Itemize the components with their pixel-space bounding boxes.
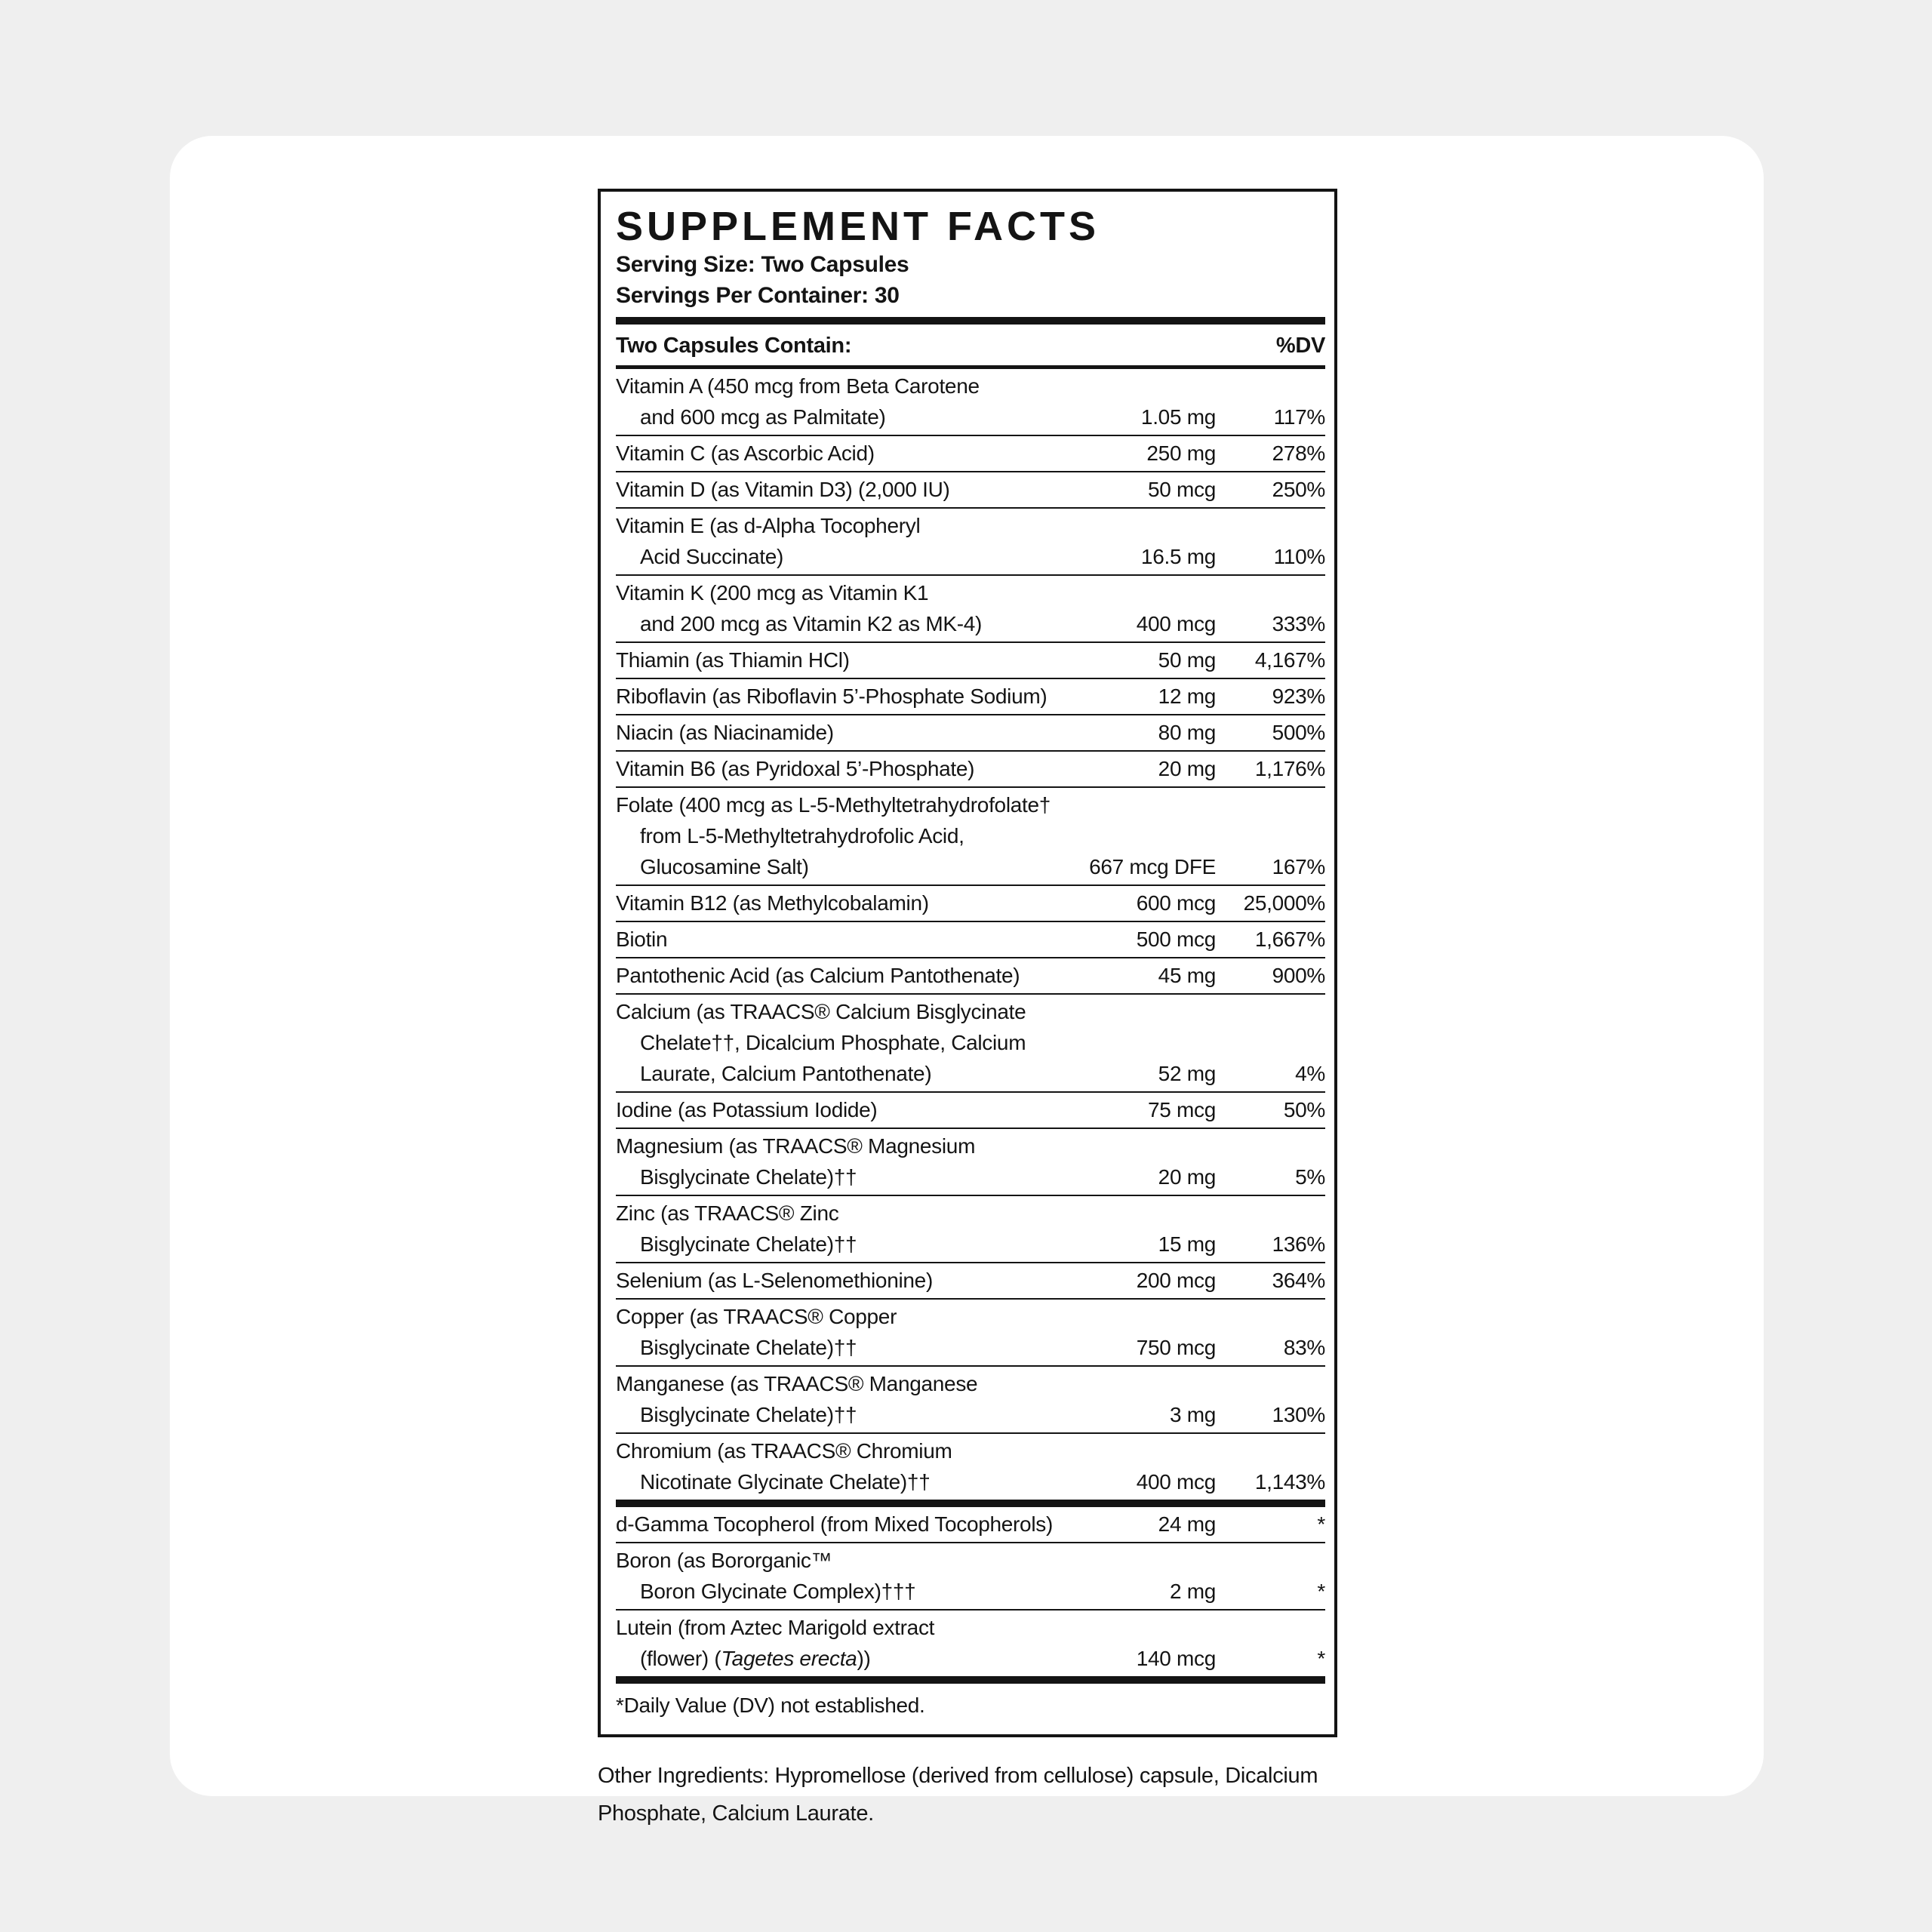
label-column <box>598 189 1337 1832</box>
nutrient-name <box>616 1301 1084 1363</box>
nutrient-name-line: Folate (400 mcg as L-5-Methyltetrahydrofolate† <box>616 793 1051 817</box>
nutrient-row <box>616 369 1325 435</box>
nutrient-row <box>616 1195 1325 1262</box>
nutrient-name-line: Vitamin B6 (as Pyridoxal 5’-Phosphate) <box>616 757 975 780</box>
nutrient-amount: 52 mg <box>1158 1062 1216 1085</box>
label-card <box>170 136 1764 1826</box>
nutrient-name-line: Magnesium (as TRAACS® Magnesium <box>616 1134 976 1158</box>
nutrient-name <box>616 1368 1084 1430</box>
panel-title: SUPPLEMENT FACTS <box>616 204 1100 249</box>
nutrient-daily-value: 500% <box>1272 721 1325 744</box>
nutrient-daily-value: 117% <box>1273 405 1325 429</box>
nutrient-row <box>616 921 1325 957</box>
nutrient-name-line: Vitamin C (as Ascorbic Acid) <box>616 441 875 465</box>
nutrient-daily-value: 364% <box>1272 1269 1325 1292</box>
nutrient-name-line: Vitamin D (as Vitamin D3) (2,000 IU) <box>616 478 950 501</box>
nutrient-amount: 12 mg <box>1158 685 1216 708</box>
nutrient-name-line: Bisglycinate Chelate)†† <box>640 1336 857 1359</box>
section-bar <box>616 317 1325 325</box>
nutrient-name <box>616 1612 1084 1674</box>
nutrient-name <box>616 1435 1084 1497</box>
nutrient-rows-no-dv <box>616 1507 1325 1676</box>
nutrient-amount: 50 mg <box>1158 648 1216 672</box>
nutrient-amount: 400 mcg <box>1136 612 1216 635</box>
nutrient-name-line: Iodine (as Potassium Iodide) <box>616 1098 878 1121</box>
nutrient-daily-value: 167% <box>1272 855 1325 878</box>
nutrient-amount: 45 mg <box>1158 964 1216 987</box>
nutrient-name-line: Bisglycinate Chelate)†† <box>640 1232 857 1256</box>
nutrient-name <box>616 1198 1084 1260</box>
supplement-facts-panel <box>598 189 1337 1737</box>
nutrient-name-line: Vitamin E (as d-Alpha Tocopheryl <box>616 514 921 537</box>
nutrient-name <box>616 438 1084 469</box>
nutrient-row <box>616 1298 1325 1365</box>
nutrient-daily-value: 1,143% <box>1254 1470 1325 1494</box>
nutrient-amount: 1.05 mg <box>1140 405 1216 429</box>
nutrient-name-line: Lutein (from Aztec Marigold extract <box>616 1616 935 1639</box>
nutrient-row <box>616 884 1325 921</box>
nutrient-daily-value: 4,167% <box>1254 648 1325 672</box>
nutrient-row <box>616 641 1325 678</box>
nutrient-amount: 750 mcg <box>1136 1336 1216 1359</box>
nutrient-name-line: Calcium (as TRAACS® Calcium Bisglycinate <box>616 1000 1026 1023</box>
section-bar <box>616 1676 1325 1684</box>
nutrient-row <box>616 786 1325 884</box>
nutrient-name-line: Boron (as Bororganic™ <box>616 1549 832 1572</box>
nutrient-name <box>616 753 1084 784</box>
nutrient-name <box>616 996 1084 1089</box>
nutrient-amount: 20 mg <box>1158 757 1216 780</box>
nutrient-name <box>616 681 1084 712</box>
servings-per-container: Servings Per Container: 30 <box>616 283 900 308</box>
nutrient-daily-value: * <box>1317 1580 1325 1603</box>
nutrient-daily-value: 1,667% <box>1254 928 1325 951</box>
section-bar <box>616 1500 1325 1507</box>
nutrient-name-line: Niacin (as Niacinamide) <box>616 721 834 744</box>
nutrient-name-line: Vitamin K (200 mcg as Vitamin K1 <box>616 581 929 605</box>
nutrient-name-line: Selenium (as L-Selenomethionine) <box>616 1269 933 1292</box>
nutrient-daily-value: 278% <box>1272 441 1325 465</box>
nutrient-daily-value: * <box>1317 1647 1325 1670</box>
nutrient-name-line: Nicotinate Glycinate Chelate)†† <box>640 1470 931 1494</box>
nutrient-row <box>616 1609 1325 1676</box>
nutrient-name-line: (flower) (Tagetes erecta)) <box>640 1647 871 1670</box>
daily-value-footnote: *Daily Value (DV) not established. <box>616 1694 925 1717</box>
other-ingredients-line: Other Ingredients: Hypromellose (derived from cellulose) capsule, Dicalcium <box>598 1764 1318 1788</box>
nutrient-row <box>616 1091 1325 1128</box>
nutrient-name-line: Laurate, Calcium Pantothenate) <box>640 1062 932 1085</box>
nutrient-name-line: Bisglycinate Chelate)†† <box>640 1403 857 1426</box>
nutrient-amount: 500 mcg <box>1136 928 1216 951</box>
nutrient-name <box>616 924 1084 955</box>
nutrient-row <box>616 1507 1325 1542</box>
nutrient-name-line: Boron Glycinate Complex)††† <box>640 1580 916 1603</box>
nutrient-amount: 200 mcg <box>1136 1269 1216 1292</box>
other-ingredients-line: Phosphate, Calcium Laurate. <box>598 1801 874 1826</box>
nutrient-amount: 250 mg <box>1146 441 1216 465</box>
nutrient-name-line: d-Gamma Tocopherol (from Mixed Tocopherols) <box>616 1512 1053 1536</box>
nutrient-name-line: Glucosamine Salt) <box>640 855 809 878</box>
nutrient-row <box>616 507 1325 574</box>
nutrient-daily-value: 923% <box>1272 685 1325 708</box>
nutrient-name-line: and 600 mcg as Palmitate) <box>640 405 886 429</box>
nutrient-name-line: Thiamin (as Thiamin HCl) <box>616 648 850 672</box>
nutrient-name <box>616 888 1084 918</box>
nutrient-daily-value: 83% <box>1283 1336 1325 1359</box>
nutrient-row <box>616 574 1325 641</box>
nutrient-rows <box>616 369 1325 1500</box>
nutrient-name-line: Vitamin B12 (as Methylcobalamin) <box>616 891 929 915</box>
nutrient-row <box>616 1262 1325 1298</box>
nutrient-name <box>616 960 1084 991</box>
nutrient-amount: 600 mcg <box>1136 891 1216 915</box>
nutrient-row <box>616 471 1325 507</box>
nutrient-name-line: from L-5-Methyltetrahydrofolic Acid, <box>640 824 964 848</box>
nutrient-name-line: Pantothenic Acid (as Calcium Pantothenate) <box>616 964 1020 987</box>
nutrient-amount: 75 mcg <box>1147 1098 1216 1121</box>
nutrient-name-line: Copper (as TRAACS® Copper <box>616 1305 897 1328</box>
nutrient-amount: 667 mcg DFE <box>1089 855 1216 878</box>
nutrient-name-line: Biotin <box>616 928 668 951</box>
botanical-name: Tagetes erecta <box>721 1647 857 1670</box>
nutrient-daily-value: 4% <box>1295 1062 1325 1085</box>
nutrient-row <box>616 678 1325 714</box>
nutrient-name-line: and 200 mcg as Vitamin K2 as MK-4) <box>640 612 983 635</box>
nutrient-row <box>616 750 1325 786</box>
nutrient-row <box>616 1432 1325 1500</box>
nutrient-name-line: Zinc (as TRAACS® Zinc <box>616 1201 839 1225</box>
nutrient-name-line: Chelate††, Dicalcium Phosphate, Calcium <box>640 1031 1026 1054</box>
nutrient-row <box>616 993 1325 1091</box>
column-header-row <box>616 325 1325 365</box>
nutrient-name <box>616 645 1084 675</box>
nutrient-daily-value: 130% <box>1272 1403 1325 1426</box>
nutrient-amount: 140 mcg <box>1136 1647 1216 1670</box>
nutrient-name-line: Bisglycinate Chelate)†† <box>640 1165 857 1189</box>
nutrient-daily-value: 50% <box>1283 1098 1325 1121</box>
other-ingredients <box>598 1757 1337 1832</box>
nutrient-daily-value: 136% <box>1272 1232 1325 1256</box>
nutrient-row <box>616 1365 1325 1432</box>
nutrient-name <box>616 1509 1084 1540</box>
nutrient-row <box>616 714 1325 750</box>
nutrient-amount: 2 mg <box>1169 1580 1216 1603</box>
nutrient-row <box>616 957 1325 993</box>
nutrient-row <box>616 1128 1325 1195</box>
nutrient-amount: 400 mcg <box>1136 1470 1216 1494</box>
nutrient-daily-value: 25,000% <box>1243 891 1325 915</box>
nutrient-name-line: Acid Succinate) <box>640 545 784 568</box>
nutrient-name <box>616 1094 1084 1125</box>
nutrient-daily-value: 250% <box>1272 478 1325 501</box>
nutrient-name-line: Chromium (as TRAACS® Chromium <box>616 1439 952 1463</box>
nutrient-amount: 3 mg <box>1169 1403 1216 1426</box>
nutrient-amount: 20 mg <box>1158 1165 1216 1189</box>
nutrient-daily-value: 1,176% <box>1254 757 1325 780</box>
nutrient-amount: 16.5 mg <box>1140 545 1216 568</box>
nutrient-name <box>616 371 1084 432</box>
nutrient-daily-value: 110% <box>1273 545 1325 568</box>
nutrient-name-line: Riboflavin (as Riboflavin 5’-Phosphate Sodium) <box>616 685 1048 708</box>
nutrient-name <box>616 510 1084 572</box>
nutrient-name-line: Vitamin A (450 mcg from Beta Carotene <box>616 374 980 398</box>
nutrient-name <box>616 717 1084 748</box>
nutrient-daily-value: 5% <box>1295 1165 1325 1189</box>
nutrient-daily-value: 900% <box>1272 964 1325 987</box>
nutrient-name-line: Manganese (as TRAACS® Manganese <box>616 1372 978 1395</box>
nutrient-row <box>616 435 1325 471</box>
nutrient-daily-value: 333% <box>1272 612 1325 635</box>
serving-size: Serving Size: Two Capsules <box>616 252 909 277</box>
column-header-contains: Two Capsules Contain: <box>616 334 852 358</box>
nutrient-name <box>616 1131 1084 1192</box>
nutrient-amount: 24 mg <box>1158 1512 1216 1536</box>
nutrient-name <box>616 1265 1084 1296</box>
nutrient-name <box>616 577 1084 639</box>
nutrient-name <box>616 789 1084 882</box>
nutrient-amount: 15 mg <box>1158 1232 1216 1256</box>
column-header-dv: %DV <box>1275 334 1325 358</box>
nutrient-amount: 50 mcg <box>1147 478 1216 501</box>
nutrient-amount: 80 mg <box>1158 721 1216 744</box>
nutrient-name <box>616 1545 1084 1607</box>
nutrient-row <box>616 1542 1325 1609</box>
nutrient-name <box>616 474 1084 505</box>
nutrient-daily-value: * <box>1317 1512 1325 1536</box>
